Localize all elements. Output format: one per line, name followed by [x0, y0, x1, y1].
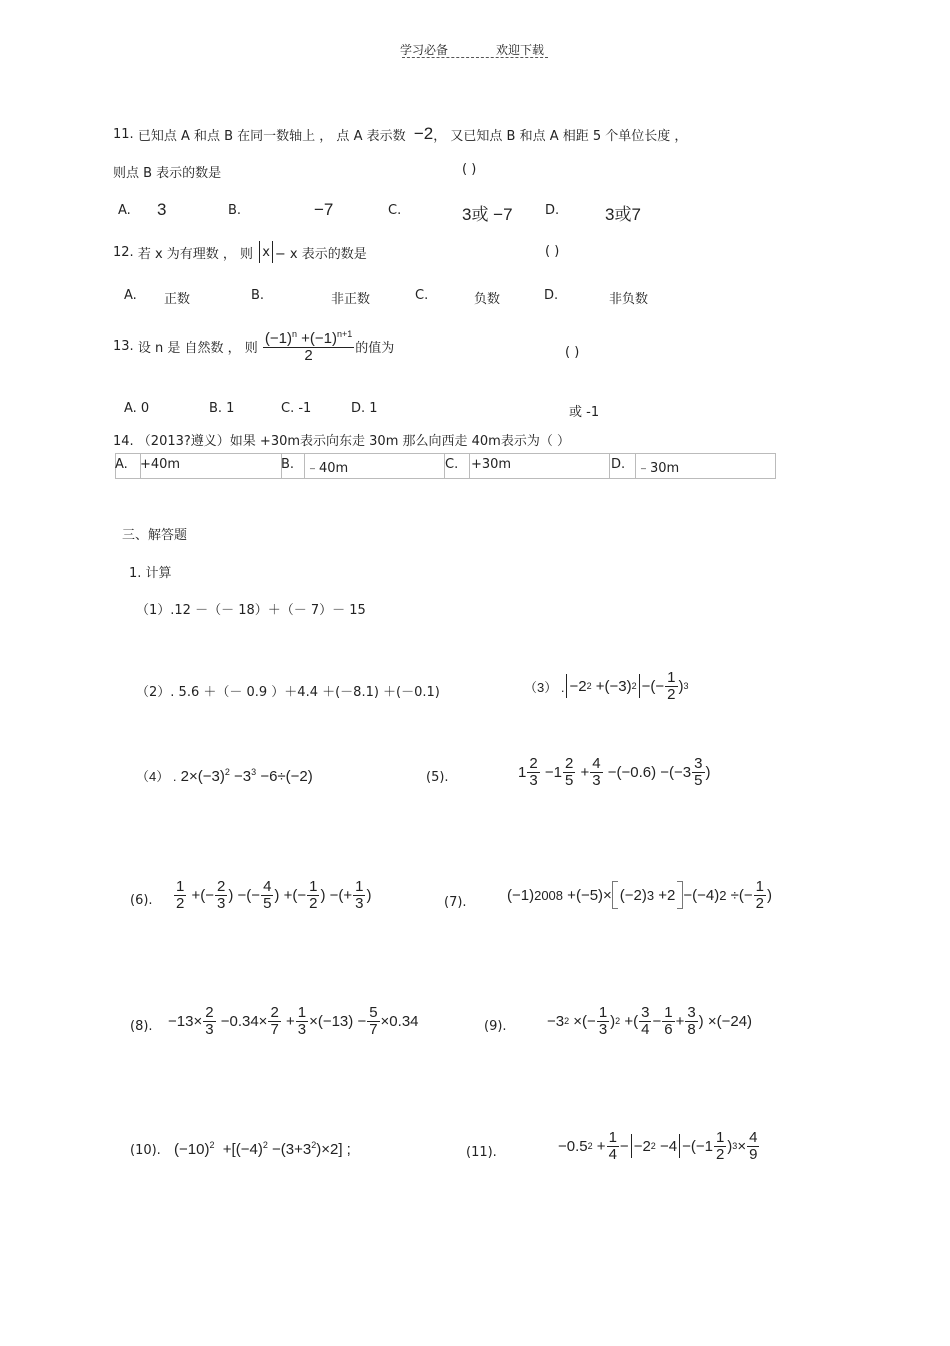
header-right: 欢迎下载 — [496, 43, 545, 57]
q11-opt-d-label: D. — [545, 203, 560, 218]
q14-opt-b-value: ﹣40m — [306, 461, 349, 476]
frac-num: 3 — [687, 1004, 696, 1021]
frac-num: 3 — [694, 755, 703, 772]
q11-text-b: ， 又已知点 B 和点 A 相距 5 个单位长度 ， — [433, 128, 688, 144]
frac-1-2 — [665, 670, 677, 703]
frac-num: 1 — [608, 1129, 617, 1146]
frac-2-3 — [203, 1005, 215, 1038]
page-header — [400, 41, 544, 58]
frac-den: 6 — [664, 1020, 673, 1038]
frac-den: 9 — [749, 1145, 758, 1163]
frac-num: 4 — [749, 1129, 758, 1146]
problem-3-label: （3） . — [524, 679, 565, 695]
q12-opt-a-label: A. — [124, 288, 137, 303]
q11-opt-b-label: B. — [228, 203, 242, 218]
frac-den: 7 — [369, 1020, 378, 1038]
header-left: 学习必备 — [400, 43, 449, 57]
frac-num: 4 — [263, 878, 272, 895]
problem-5: 1 $\frac{2}{3}$ −1 $\frac{2}{5}$ + $\frac{4}{3}$ −(−0.6) −(−3 $\frac{3}{5}$ ) — [518, 755, 711, 789]
problem-2-expr: 5.6 ＋（－ 0.9 ）＋4.4 ＋(－8.1) ＋(－0.1) — [178, 685, 440, 700]
frac-1-4 — [607, 1130, 619, 1163]
q13-opt-b: B. 1 — [209, 401, 235, 416]
q14-opt-c-label: C. — [445, 457, 459, 472]
problem-3: （3） . −2 2 +(−3) 2 −(− $\frac{1}{2}$ ) 3 — [524, 669, 689, 703]
q11-opt-d-value: 3或7 — [605, 205, 641, 224]
frac-num: 1 — [598, 1004, 608, 1021]
frac-2-5 — [563, 756, 575, 789]
frac-num: 2 — [217, 878, 226, 895]
frac-den: 2 — [755, 894, 764, 912]
q11-paren: ( ) — [462, 162, 477, 177]
frac-2-3 — [527, 756, 539, 789]
calc-title: 1. 计算 — [129, 566, 172, 581]
frac-num: 1 — [664, 1004, 673, 1021]
frac-den: 3 — [529, 771, 538, 789]
q13-opt-a: A. 0 — [124, 401, 150, 416]
q12-opt-d-label: D. — [544, 288, 559, 303]
frac-num: 1 — [176, 878, 185, 895]
frac-den: 4 — [641, 1020, 650, 1038]
bracket-right — [677, 881, 683, 909]
problem-7: (−1) 2008 +(−5)× (−2) 3 +2 −(−4) 2 ÷(− $\frac{1}{2}$ ) — [507, 878, 772, 912]
q12-x: x — [262, 244, 270, 260]
abs-bar-right — [639, 674, 640, 698]
problem-8-label: (8). — [130, 1019, 153, 1034]
problem-2-label: （2）. — [136, 685, 175, 700]
q14-opt-a-label: A. — [115, 457, 128, 472]
frac-num: 1 — [297, 1004, 307, 1021]
frac-4-9 — [747, 1130, 759, 1163]
frac-num: 1 — [309, 878, 318, 895]
frac-den: 2 — [667, 685, 676, 703]
q12-opt-c-label: C. — [415, 288, 429, 303]
frac-num: 3 — [641, 1004, 650, 1021]
problem-10-label: (10). — [130, 1143, 161, 1158]
frac-4-5 — [261, 879, 273, 912]
problem-11-label: (11). — [466, 1145, 497, 1160]
frac-num: 2 — [564, 755, 574, 772]
q13-line — [113, 330, 394, 364]
q11-value: −2 — [413, 124, 434, 143]
q13-text: 设 n 是 自然数 ， 则 — [137, 341, 258, 357]
frac-den: 2 — [309, 894, 318, 912]
q13-num-b: +(−1) — [301, 330, 338, 347]
problem-7-label: (7). — [444, 895, 467, 910]
bracket-left — [612, 881, 618, 909]
frac-1-3 — [296, 1005, 308, 1038]
q12-opt-a-value: 正数 — [164, 292, 191, 307]
abs-bar-right — [272, 241, 273, 263]
frac-1-3 — [597, 1005, 609, 1038]
frac-1-2 — [714, 1130, 726, 1163]
q13-sup-n: n — [291, 329, 297, 339]
problem-11: −0.5 2 + $\frac{1}{4}$ − −2 2 −4 −(−1 $\frac{1}{2}$ ) 3 × $\frac{4}{9}$ — [558, 1129, 758, 1163]
q11-number: 11. — [113, 126, 134, 142]
q11-opt-a-value: 3 — [157, 200, 167, 219]
q12-paren: ( ) — [545, 244, 560, 259]
q13-text-b: 的值为 — [355, 341, 395, 357]
frac-num: 1 — [667, 669, 676, 686]
q12-opt-d-value: 非负数 — [609, 292, 649, 307]
frac-3-5 — [692, 756, 704, 789]
problem-8: −13× $\frac{2}{3}$ −0.34× $\frac{2}{7}$ + $\frac{1}{3}$ ×(−13) − $\frac{5}{7}$ ×0.34 — [168, 1004, 419, 1038]
frac-num: 1 — [715, 1129, 725, 1146]
abs-bar-left — [259, 241, 260, 263]
q11-opt-c-label: C. — [388, 203, 402, 218]
problem-6-label: (6). — [130, 893, 153, 908]
q11-opt-a-label: A. — [118, 203, 131, 218]
q13-den: 2 — [304, 346, 313, 364]
problem-9: −3 2 ×(− $\frac{1}{3}$ ) 2 +( $\frac{3}{4}$ − $\frac{1}{6}$ + $\frac{3}{8}$ ) ×(−24) — [547, 1004, 753, 1038]
frac-den: 5 — [564, 771, 574, 789]
frac-1-2 — [307, 879, 319, 912]
frac-2-7 — [268, 1005, 280, 1038]
frac-num: 2 — [205, 1004, 214, 1021]
frac-5-7 — [367, 1005, 379, 1038]
q12-text: 若 x 为有理数 ， 则 — [137, 246, 254, 262]
frac-3-8 — [685, 1005, 697, 1038]
frac-den: 2 — [715, 1145, 725, 1163]
section-title: 三、解答题 — [122, 528, 188, 543]
q12-line — [113, 241, 367, 263]
frac-den: 8 — [687, 1020, 696, 1038]
problem-4-label: （4） . — [136, 769, 177, 784]
q11-opt-c-value: 3或 −7 — [462, 205, 513, 224]
q13-opt-c: C. -1 — [281, 401, 312, 416]
abs-bar-left — [566, 674, 567, 698]
frac-den: 3 — [592, 771, 601, 789]
frac-den: 2 — [176, 894, 185, 912]
q13-num-a: (−1) — [264, 330, 292, 347]
q12-number: 12. — [113, 244, 134, 260]
q13-sup-n1: n+1 — [337, 329, 353, 339]
q13-opt-d-tail: 或 -1 — [569, 405, 600, 420]
frac-den: 4 — [608, 1145, 617, 1163]
frac-den: 3 — [297, 1020, 307, 1038]
abs-bar-right — [679, 1134, 680, 1158]
q12-opt-b-label: B. — [251, 288, 265, 303]
problem-9-label: (9). — [484, 1019, 507, 1034]
frac-3-4 — [639, 1005, 651, 1038]
q11-opt-b-value: −7 — [314, 200, 334, 219]
frac-den: 5 — [694, 771, 703, 789]
frac-1-6 — [662, 1005, 674, 1038]
frac-den: 3 — [217, 894, 226, 912]
frac-den: 3 — [205, 1020, 214, 1038]
frac-num: 2 — [270, 1004, 279, 1021]
q13-paren: ( ) — [565, 345, 580, 360]
q14-opt-d-label: D. — [611, 457, 626, 472]
frac-num: 1 — [355, 878, 364, 895]
frac-num: 1 — [755, 878, 764, 895]
problem-4: （4） . $2\times(-3)^2 -3^3 -6\div(-2)$ — [136, 767, 313, 785]
q13-fraction — [263, 330, 354, 364]
q11-line1 — [113, 124, 687, 144]
q11-line2: 则点 B 表示的数是 — [113, 166, 222, 181]
frac-num: 4 — [592, 755, 601, 772]
frac-num: 5 — [369, 1004, 378, 1021]
q14-opt-c-value: +30m — [471, 457, 512, 472]
problem-6: $\frac{1}{2}$ +(− $\frac{2}{3}$ ) −(− $\frac{4}{5}$ ) +(− $\frac{1}{2}$ ) −(+ $\frac{1}{3}$ ) — [176, 878, 372, 912]
frac-den: 7 — [270, 1020, 279, 1038]
frac-1-2 — [754, 879, 766, 912]
problem-10: $(-10)^2 +[(-4)^2 -(3+3^2)\times 2]$ ; — [174, 1140, 351, 1158]
problem-2 — [136, 681, 440, 700]
q14-opt-a-value: +40m — [140, 457, 181, 472]
abs-bar-left — [631, 1134, 632, 1158]
frac-1-2 — [174, 879, 186, 912]
header-underline — [402, 57, 548, 58]
frac-2-3 — [215, 879, 227, 912]
q12-text-b: − x 表示的数是 — [274, 246, 367, 262]
q13-opt-d: D. 1 — [351, 401, 378, 416]
frac-1-3 — [353, 879, 365, 912]
q12-opt-c-value: 负数 — [474, 292, 501, 307]
frac-den: 3 — [598, 1020, 608, 1038]
q14-opt-d-value: ﹣30m — [637, 461, 680, 476]
frac-den: 3 — [355, 894, 364, 912]
problem-1: （1）.12 －（－ 18）＋（－ 7）－ 15 — [136, 603, 366, 618]
q13-number: 13. — [113, 339, 134, 355]
frac-num: 2 — [529, 755, 538, 772]
q14-opt-b-label: B. — [281, 457, 295, 472]
frac-den: 5 — [263, 894, 272, 912]
frac-4-3 — [590, 756, 602, 789]
q12-opt-b-value: 非正数 — [331, 292, 371, 307]
q14-line: 14. （2013?遵义）如果 +30m表示向东走 30m 那么向西走 40m表示为（ ） — [113, 434, 570, 449]
q11-text: 已知点 A 和点 B 在同一数轴上 ， 点 A 表示数 — [137, 128, 406, 144]
problem-5-label: (5). — [426, 770, 449, 785]
